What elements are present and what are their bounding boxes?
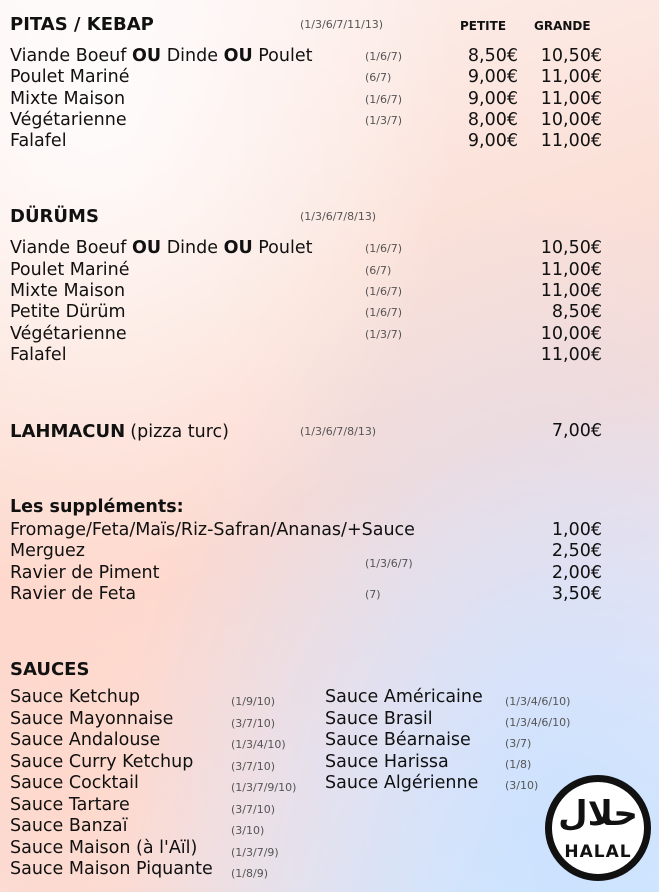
durums-item: Petite Dürüm <box>10 302 126 322</box>
sauce-item: Sauce Mayonnaise <box>10 709 174 729</box>
supplement-item: Ravier de Piment <box>10 563 160 583</box>
supplement-code: (1/3/6/7) <box>365 557 413 570</box>
pitas-item-code: (1/3/7) <box>365 114 402 127</box>
supplement-price: 2,50€ <box>551 541 602 561</box>
durums-item: Végétarienne <box>10 324 127 344</box>
durums-item: Mixte Maison <box>10 281 126 301</box>
sauces-title: SAUCES <box>10 659 90 680</box>
sauce-item: Sauce Harissa <box>325 752 449 772</box>
lahmacun-heading <box>10 421 229 442</box>
sauce-item: Sauce Américaine <box>325 687 483 707</box>
sauce-code: (1/3/4/6/10) <box>505 716 571 729</box>
pitas-item-code: (6/7) <box>365 71 392 84</box>
sauce-item: Sauce Banzaï <box>10 816 128 836</box>
pitas-price-grande: 11,00€ <box>540 89 602 109</box>
pitas-price-grande: 11,00€ <box>540 67 602 87</box>
sauce-item: Sauce Tartare <box>10 795 130 815</box>
halal-arabic-text: حلال <box>558 794 638 834</box>
durums-item-code: (1/3/7) <box>365 328 402 341</box>
sauce-item: Sauce Ketchup <box>10 687 141 707</box>
sauce-item: Sauce Cocktail <box>10 773 139 793</box>
sauce-code: (3/7/10) <box>231 760 275 773</box>
durums-item-code: (6/7) <box>365 264 392 277</box>
sauce-item: Sauce Maison Piquante <box>10 859 213 879</box>
pitas-item: Falafel <box>10 131 67 151</box>
sauce-item: Sauce Algérienne <box>325 773 479 793</box>
pitas-price-grande: 10,50€ <box>540 46 602 66</box>
sauce-item: Sauce Béarnaise <box>325 730 471 750</box>
lahmacun-allergen-code: (1/3/6/7/8/13) <box>300 425 377 438</box>
col-petite-header: PETITE <box>460 19 507 33</box>
halal-logo <box>545 775 651 881</box>
pitas-price-petite: 9,00€ <box>467 67 518 87</box>
supplements-title: Les suppléments: <box>10 497 184 517</box>
durums-allergen-code: (1/3/6/7/8/13) <box>300 210 377 223</box>
supplement-code: (7) <box>365 588 381 601</box>
col-grande-header: GRANDE <box>534 19 591 33</box>
durums-price: 10,00€ <box>540 324 602 344</box>
pitas-price-petite: 9,00€ <box>467 131 518 151</box>
durums-item-code: (1/6/7) <box>365 306 402 319</box>
pitas-price-petite: 8,50€ <box>467 46 518 66</box>
sauce-code: (1/3/7/9/10) <box>231 781 297 794</box>
durums-item: Falafel <box>10 345 67 365</box>
pitas-item: Poulet Mariné <box>10 67 130 87</box>
pitas-item: Mixte Maison <box>10 89 126 109</box>
supplement-item: Ravier de Feta <box>10 584 137 604</box>
durums-item-viande: Viande Boeuf OU Dinde OU Poulet <box>10 238 313 258</box>
sauce-code: (3/10) <box>231 824 265 837</box>
sauce-item: Sauce Maison (à l'Aïl) <box>10 838 198 858</box>
sauce-code: (3/7/10) <box>231 717 275 730</box>
sauce-code: (1/8) <box>505 758 532 771</box>
sauce-code: (3/10) <box>505 779 539 792</box>
durums-item-code: (1/6/7) <box>365 285 402 298</box>
lahmacun-title: LAHMACUN <box>10 421 126 442</box>
durums-item-code: (1/6/7) <box>365 242 402 255</box>
supplement-price: 1,00€ <box>551 520 602 540</box>
sauce-item: Sauce Andalouse <box>10 730 161 750</box>
halal-label: HALAL <box>564 842 632 862</box>
pitas-price-grande: 11,00€ <box>540 131 602 151</box>
sauce-item: Sauce Curry Ketchup <box>10 752 194 772</box>
durums-price: 11,00€ <box>540 281 602 301</box>
sauce-code: (1/3/7/9) <box>231 846 279 859</box>
lahmacun-price: 7,00€ <box>551 421 602 441</box>
supplement-price: 3,50€ <box>551 584 602 604</box>
pitas-item-viande: Viande Boeuf OU Dinde OU Poulet <box>10 46 313 66</box>
sauce-item: Sauce Brasil <box>325 709 433 729</box>
sauce-code: (1/8/9) <box>231 867 268 880</box>
supplement-item: Merguez <box>10 541 85 561</box>
supplement-item: Fromage/Feta/Maïs/Riz-Safran/Ananas/+Sauce <box>10 520 415 540</box>
supplement-price: 2,00€ <box>551 563 602 583</box>
durums-price: 8,50€ <box>551 302 602 322</box>
pitas-price-petite: 9,00€ <box>467 89 518 109</box>
pitas-title: PITAS / KEBAP <box>10 14 154 35</box>
sauce-code: (1/3/4/6/10) <box>505 695 571 708</box>
sauce-code: (3/7) <box>505 737 532 750</box>
lahmacun-subtitle: (pizza turc) <box>130 422 229 442</box>
pitas-item: Végétarienne <box>10 110 127 130</box>
durums-price: 11,00€ <box>540 345 602 365</box>
pitas-item-code: (1/6/7) <box>365 93 402 106</box>
durums-price: 10,50€ <box>540 238 602 258</box>
durums-title: DÜRÜMS <box>10 206 99 227</box>
pitas-item-code: (1/6/7) <box>365 50 402 63</box>
pitas-price-petite: 8,00€ <box>467 110 518 130</box>
sauce-code: (1/9/10) <box>231 695 275 708</box>
pitas-allergen-code: (1/3/6/7/11/13) <box>300 18 384 31</box>
durums-item: Poulet Mariné <box>10 260 130 280</box>
pitas-price-grande: 10,00€ <box>540 110 602 130</box>
durums-price: 11,00€ <box>540 260 602 280</box>
sauce-code: (1/3/4/10) <box>231 738 286 751</box>
sauce-code: (3/7/10) <box>231 803 275 816</box>
